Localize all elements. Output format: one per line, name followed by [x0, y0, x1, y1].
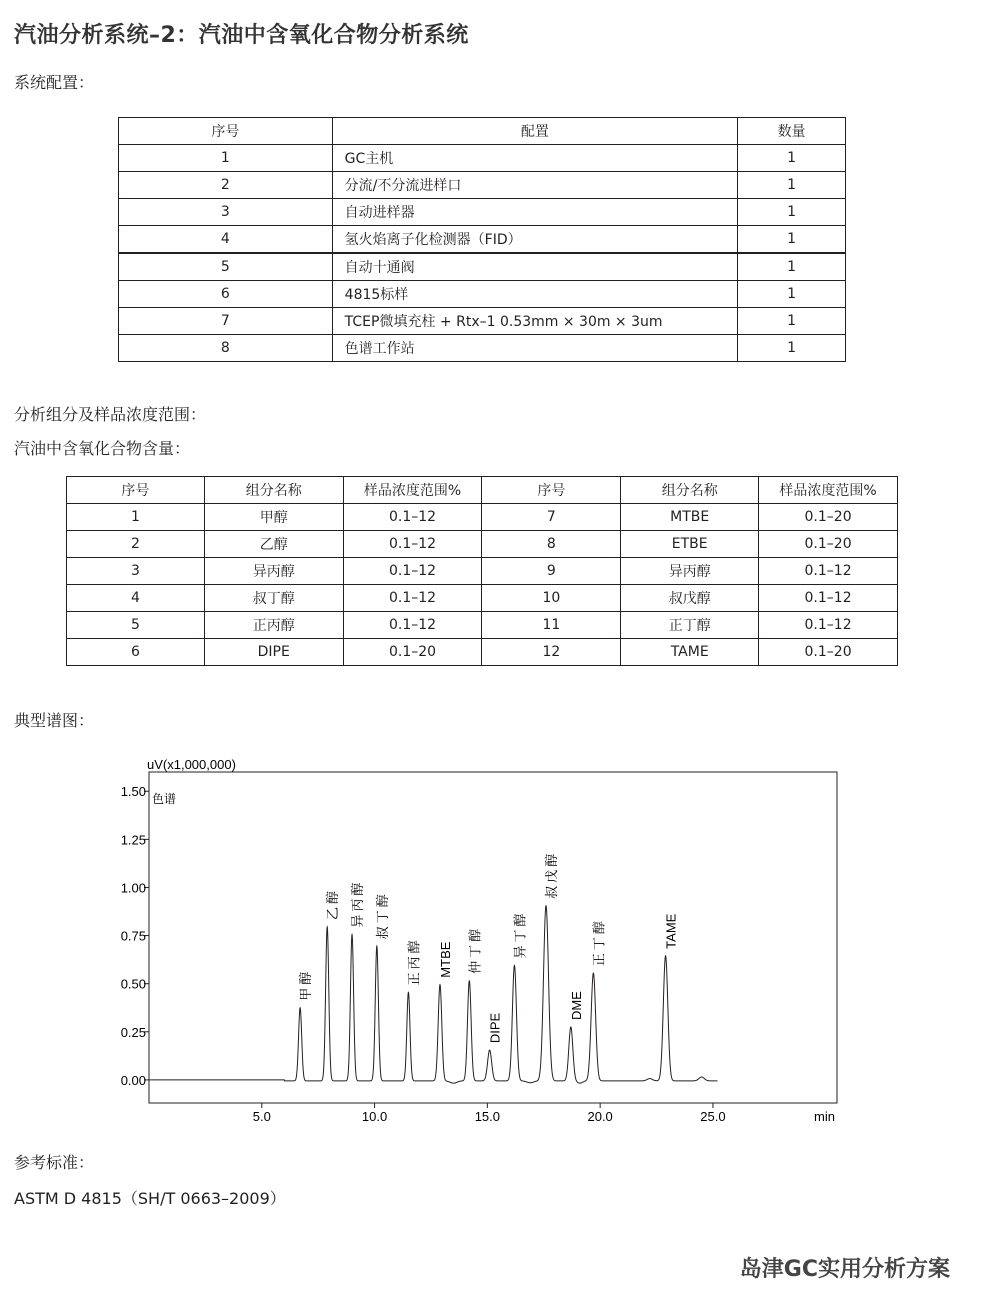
row-no: 6 [119, 281, 333, 308]
row-qty: 1 [738, 172, 846, 199]
cell: 8 [482, 531, 621, 558]
cell: 0.1–20 [759, 639, 898, 666]
reference-heading: 参考标准： [14, 1153, 95, 1172]
row-no: 8 [119, 335, 333, 362]
row-qty: 1 [738, 199, 846, 226]
row-qty: 1 [738, 253, 846, 281]
trace-label: 色谱 [152, 792, 177, 806]
cell: 12 [482, 639, 621, 666]
peak-label: 甲醇 [298, 968, 314, 1001]
row-qty: 1 [738, 281, 846, 308]
peak-label: DME [568, 991, 584, 1021]
cell: 0.1–12 [759, 612, 898, 639]
table-row [67, 639, 898, 666]
table-row [119, 308, 846, 335]
cell: 2 [67, 531, 205, 558]
row-no: 7 [119, 308, 333, 335]
table-header-row [119, 118, 846, 145]
cell: 0.1–20 [343, 639, 482, 666]
table-row [119, 226, 846, 254]
cell: ETBE [621, 531, 759, 558]
table-row [119, 253, 846, 281]
header-no: 序号 [67, 477, 205, 504]
cell: 7 [482, 504, 621, 531]
cell: 0.1–20 [759, 531, 898, 558]
y-tick-label: 1.25 [120, 832, 146, 848]
x-tick-label: 20.0 [587, 1109, 613, 1124]
system-config-heading: 系统配置： [14, 73, 95, 92]
footer-brand: 岛津GC实用分析方案 [739, 1257, 950, 1282]
cell: 异丙醇 [204, 558, 343, 585]
y-tick-label: 1.50 [120, 784, 146, 800]
cell: 正丙醇 [204, 612, 343, 639]
table-row [67, 531, 898, 558]
row-item: 自动进样器 [332, 199, 737, 226]
row-item: TCEP微填充柱 + Rtx–1 0.53mm × 30m × 3um [332, 308, 737, 335]
row-qty: 1 [738, 226, 846, 254]
peak-label: 异丙醇 [350, 879, 366, 928]
peak-label: TAME [663, 913, 679, 949]
y-tick-label: 0.00 [120, 1072, 146, 1088]
table-row [67, 558, 898, 585]
table-header-row [67, 477, 898, 504]
cell: 0.1–12 [759, 558, 898, 585]
row-qty: 1 [738, 308, 846, 335]
chromatogram-chart [100, 750, 860, 1135]
cell: DIPE [204, 639, 343, 666]
cell: 0.1–12 [343, 504, 482, 531]
cell: 3 [67, 558, 205, 585]
peak-label: MTBE [437, 941, 453, 978]
header-component: 组分名称 [204, 477, 343, 504]
peak-label: 正丙醇 [406, 937, 422, 986]
cell: 甲醇 [204, 504, 343, 531]
row-item: 分流/不分流进样口 [332, 172, 737, 199]
peak-label: 正丁醇 [591, 918, 607, 967]
table-row [119, 172, 846, 199]
header-no: 序号 [119, 118, 333, 145]
chromatogram-trace [149, 906, 717, 1083]
page-title: 汽油分析系统–2：汽油中含氧化合物分析系统 [14, 23, 469, 48]
cell: 9 [482, 558, 621, 585]
peak-label: DIPE [487, 1012, 503, 1044]
x-tick-label: 25.0 [700, 1109, 726, 1124]
components-table [66, 476, 898, 666]
table-row [67, 612, 898, 639]
row-qty: 1 [738, 145, 846, 172]
row-no: 3 [119, 199, 333, 226]
cell: TAME [621, 639, 759, 666]
peak-label: 叔戊醇 [544, 850, 560, 899]
header-range: 样品浓度范围% [343, 477, 482, 504]
cell: 乙醇 [204, 531, 343, 558]
table-row [119, 145, 846, 172]
cell: 叔丁醇 [204, 585, 343, 612]
plot-frame [149, 772, 837, 1103]
cell: 叔戊醇 [621, 585, 759, 612]
row-item: 4815标样 [332, 281, 737, 308]
cell: 1 [67, 504, 205, 531]
table-row [67, 585, 898, 612]
row-no: 2 [119, 172, 333, 199]
table-row [67, 504, 898, 531]
x-axis-label: min [814, 1109, 835, 1124]
x-tick-label: 15.0 [474, 1109, 501, 1124]
row-no: 1 [119, 145, 333, 172]
header-qty: 数量 [738, 118, 846, 145]
peak-label: 乙醇 [325, 887, 341, 920]
row-item: 自动十通阀 [332, 253, 737, 281]
row-item: 氢火焰离子化检测器（FID） [332, 226, 737, 254]
y-unit-label: uV(x1,000,000) [147, 757, 236, 772]
row-qty: 1 [738, 335, 846, 362]
y-tick-label: 0.75 [120, 928, 146, 944]
system-config-table [118, 117, 846, 362]
chromatogram-heading: 典型谱图： [14, 711, 95, 730]
table-row [119, 199, 846, 226]
cell: 0.1–12 [343, 612, 482, 639]
cell: 5 [67, 612, 205, 639]
cell: 4 [67, 585, 205, 612]
header-no: 序号 [482, 477, 621, 504]
cell: 10 [482, 585, 621, 612]
header-component: 组分名称 [621, 477, 759, 504]
cell: 6 [67, 639, 205, 666]
row-item: GC主机 [332, 145, 737, 172]
y-tick-label: 0.50 [120, 976, 146, 992]
table-row [119, 281, 846, 308]
cell: 0.1–12 [343, 558, 482, 585]
peak-label: 叔丁醇 [374, 891, 390, 940]
cell: 异丙醇 [621, 558, 759, 585]
y-tick-label: 1.00 [120, 880, 146, 896]
peak-label: 异丁醇 [512, 910, 528, 959]
cell: 0.1–20 [759, 504, 898, 531]
header-config: 配置 [332, 118, 737, 145]
row-item: 色谱工作站 [332, 335, 737, 362]
cell: 11 [482, 612, 621, 639]
y-tick-label: 0.25 [120, 1024, 146, 1040]
reference-standard: ASTM D 4815（SH/T 0663–2009） [14, 1189, 286, 1208]
row-no: 5 [119, 253, 333, 281]
x-tick-label: 10.0 [361, 1109, 388, 1124]
cell: 0.1–12 [759, 585, 898, 612]
x-tick-label: 5.0 [252, 1109, 271, 1124]
table-row [119, 335, 846, 362]
cell: 0.1–12 [343, 585, 482, 612]
cell: 正丁醇 [621, 612, 759, 639]
components-subheading: 汽油中含氧化合物含量： [14, 439, 191, 458]
components-heading: 分析组分及样品浓度范围： [14, 405, 207, 424]
cell: MTBE [621, 504, 759, 531]
cell: 0.1–12 [343, 531, 482, 558]
header-range: 样品浓度范围% [759, 477, 898, 504]
peak-label: 仲丁醇 [467, 925, 483, 974]
row-no: 4 [119, 226, 333, 254]
